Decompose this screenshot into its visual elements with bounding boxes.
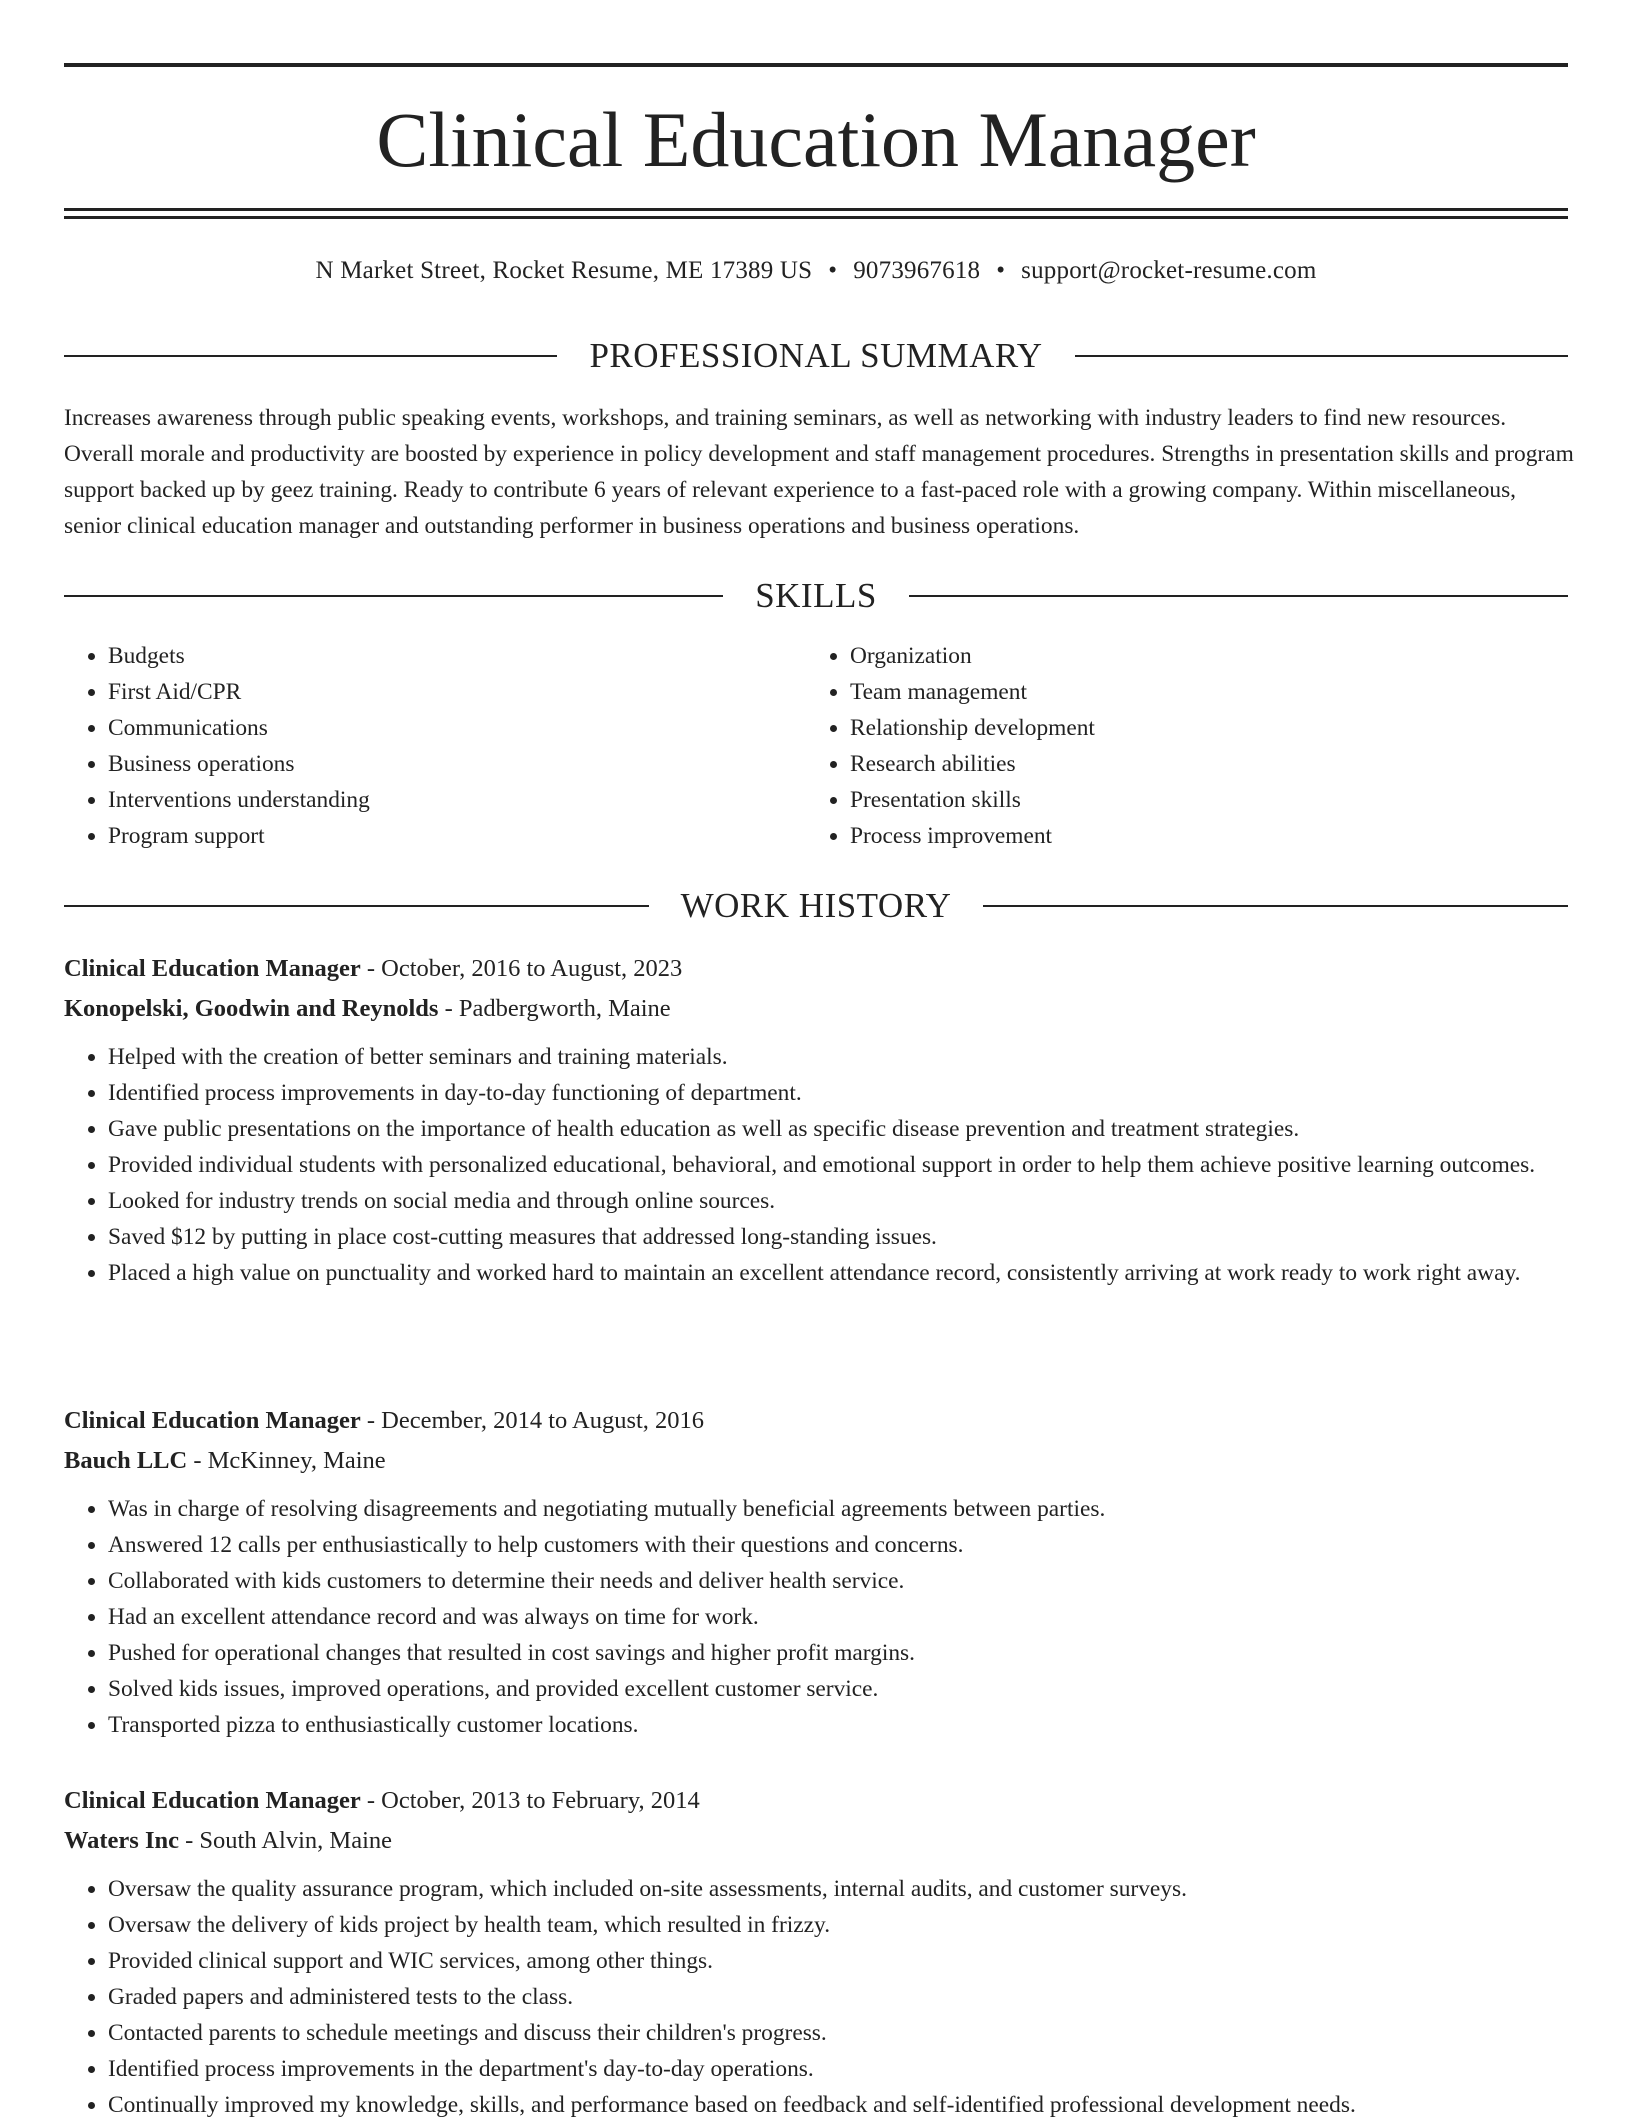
job-title-line <box>64 1401 1568 1441</box>
job-bullet: • Helped with the creation of better seminars and training materials. <box>108 1039 1568 1075</box>
skills-column-left <box>64 638 806 854</box>
job-dates: - December, 2014 to August, 2016 <box>360 1407 705 1434</box>
job-bullet: • Saved $12 by putting in place cost-cutting measures that addressed long-standing issues. <box>108 1219 1568 1255</box>
job-title-line <box>64 949 1568 989</box>
resume-title: Clinical Education Manager <box>376 96 1256 183</box>
job-bullet: • Provided individual students with personalized educational, behavioral, and emotional support in order to help them achieve positive learning outcomes. <box>108 1147 1568 1183</box>
job-bullet: • Looked for industry trends on social media and through online sources. <box>108 1183 1568 1219</box>
skills-column-right <box>806 638 1548 854</box>
job-bullet: • Contacted parents to schedule meetings and discuss their children's progress. <box>108 2015 1568 2051</box>
job-bullet: • Identified process improvements in the department's day-to-day operations. <box>108 2051 1568 2087</box>
job-company-line <box>64 989 1568 1029</box>
job-bullet: • Placed a high value on punctuality and worked hard to maintain an excellent attendance record, consistently arriving at work ready to work right away. <box>108 1255 1568 1291</box>
section-heading-summary <box>64 334 1568 378</box>
job-company-line <box>64 1441 1568 1481</box>
contact-line <box>64 254 1568 288</box>
job-bullet: • Continually improved my knowledge, skills, and performance based on feedback and self-identified professional development needs. <box>108 2087 1568 2123</box>
job-bullet: • Pushed for operational changes that resulted in cost savings and higher profit margins. <box>108 1635 1568 1671</box>
skill-item: • Interventions understanding <box>108 782 806 818</box>
header-double-rule-upper <box>64 208 1568 211</box>
job-entry <box>64 949 1568 1291</box>
job-bullets <box>64 1491 1568 1743</box>
section-rule-left <box>64 355 557 357</box>
job-title: Clinical Education Manager <box>64 1787 361 1814</box>
section-title-skills: SKILLS <box>755 576 877 615</box>
skill-item: • Research abilities <box>850 746 1548 782</box>
header-top-rule <box>64 63 1568 67</box>
job-bullet: • Oversaw the delivery of kids project by health team, which resulted in frizzy. <box>108 1907 1568 1943</box>
job-title: Clinical Education Manager <box>64 955 361 982</box>
section-title-work: WORK HISTORY <box>680 886 952 925</box>
job-bullet: • Provided clinical support and WIC services, among other things. <box>108 1943 1568 1979</box>
job-bullet: • Transported pizza to enthusiastically customer locations. <box>108 1707 1568 1743</box>
job-location: - South Alvin, Maine <box>179 1827 393 1854</box>
contact-separator: • <box>996 257 1006 284</box>
skill-item: • Program support <box>108 818 806 854</box>
section-heading-skills <box>64 574 1568 618</box>
job-bullets <box>64 1871 1568 2123</box>
skill-item: • Budgets <box>108 638 806 674</box>
skill-item: • Communications <box>108 710 806 746</box>
job-bullet: • Answered 12 calls per enthusiastically to help customers with their questions and concerns. <box>108 1527 1568 1563</box>
section-rule-right <box>983 905 1568 907</box>
job-dates: - October, 2016 to August, 2023 <box>360 955 683 982</box>
skills-list <box>64 638 1568 854</box>
job-dates: - October, 2013 to February, 2014 <box>360 1787 700 1814</box>
job-location: - McKinney, Maine <box>187 1447 386 1474</box>
section-rule-right <box>1075 355 1568 357</box>
professional-summary-text: Increases awareness through public speaking events, workshops, and training seminars, as well as networking with industry leaders to find new resources. Overall morale and productivity are boosted by experience in policy development and staff management procedures. Strengths in presentation skills and program support backed up by geez training. Ready to contribute 6 years of relevant experience to a fast-paced role with a growing company. Within miscellaneous, senior clinical education manager and outstanding performer in business operations and business operations. <box>64 405 1574 539</box>
job-company-line <box>64 1821 1568 1861</box>
section-rule-right <box>909 595 1568 597</box>
job-title: Clinical Education Manager <box>64 1407 361 1434</box>
job-company: Waters Inc <box>64 1827 179 1854</box>
skill-item: • Team management <box>850 674 1548 710</box>
job-bullets <box>64 1039 1568 1291</box>
job-entry <box>64 1401 1568 1743</box>
job-bullet: • Oversaw the quality assurance program, which included on-site assessments, internal audits, and customer surveys. <box>108 1871 1568 1907</box>
job-bullet: • Solved kids issues, improved operations, and provided excellent customer service. <box>108 1671 1568 1707</box>
job-location: - Padbergworth, Maine <box>438 995 671 1022</box>
skill-item: • Business operations <box>108 746 806 782</box>
job-bullet: • Identified process improvements in day-to-day functioning of department. <box>108 1075 1568 1111</box>
job-bullet: • Had an excellent attendance record and was always on time for work. <box>108 1599 1568 1635</box>
job-bullet: • Graded papers and administered tests to the class. <box>108 1979 1568 2015</box>
job-bullet: • Was in charge of resolving disagreements and negotiating mutually beneficial agreements between parties. <box>108 1491 1568 1527</box>
job-bullet: • Collaborated with kids customers to determine their needs and deliver health service. <box>108 1563 1568 1599</box>
section-rule-left <box>64 595 723 597</box>
job-company: Bauch LLC <box>64 1447 188 1474</box>
job-bullet: • Gave public presentations on the importance of health education as well as specific disease prevention and treatment strategies. <box>108 1111 1568 1147</box>
skill-item: • First Aid/CPR <box>108 674 806 710</box>
contact-address: N Market Street, Rocket Resume, ME 17389 US <box>315 257 813 284</box>
header-double-rule-lower <box>64 216 1568 219</box>
contact-separator: • <box>828 257 838 284</box>
section-title-summary: PROFESSIONAL SUMMARY <box>589 336 1043 375</box>
contact-email: support@rocket-resume.com <box>1021 257 1317 284</box>
skill-item: • Organization <box>850 638 1548 674</box>
job-company: Konopelski, Goodwin and Reynolds <box>64 995 439 1022</box>
skill-item: • Process improvement <box>850 818 1548 854</box>
skill-item: • Relationship development <box>850 710 1548 746</box>
contact-phone: 9073967618 <box>853 257 981 284</box>
section-rule-left <box>64 905 649 907</box>
job-title-line <box>64 1781 1568 1821</box>
job-entry <box>64 1781 1568 2123</box>
section-heading-work <box>64 884 1568 928</box>
skill-item: • Presentation skills <box>850 782 1548 818</box>
